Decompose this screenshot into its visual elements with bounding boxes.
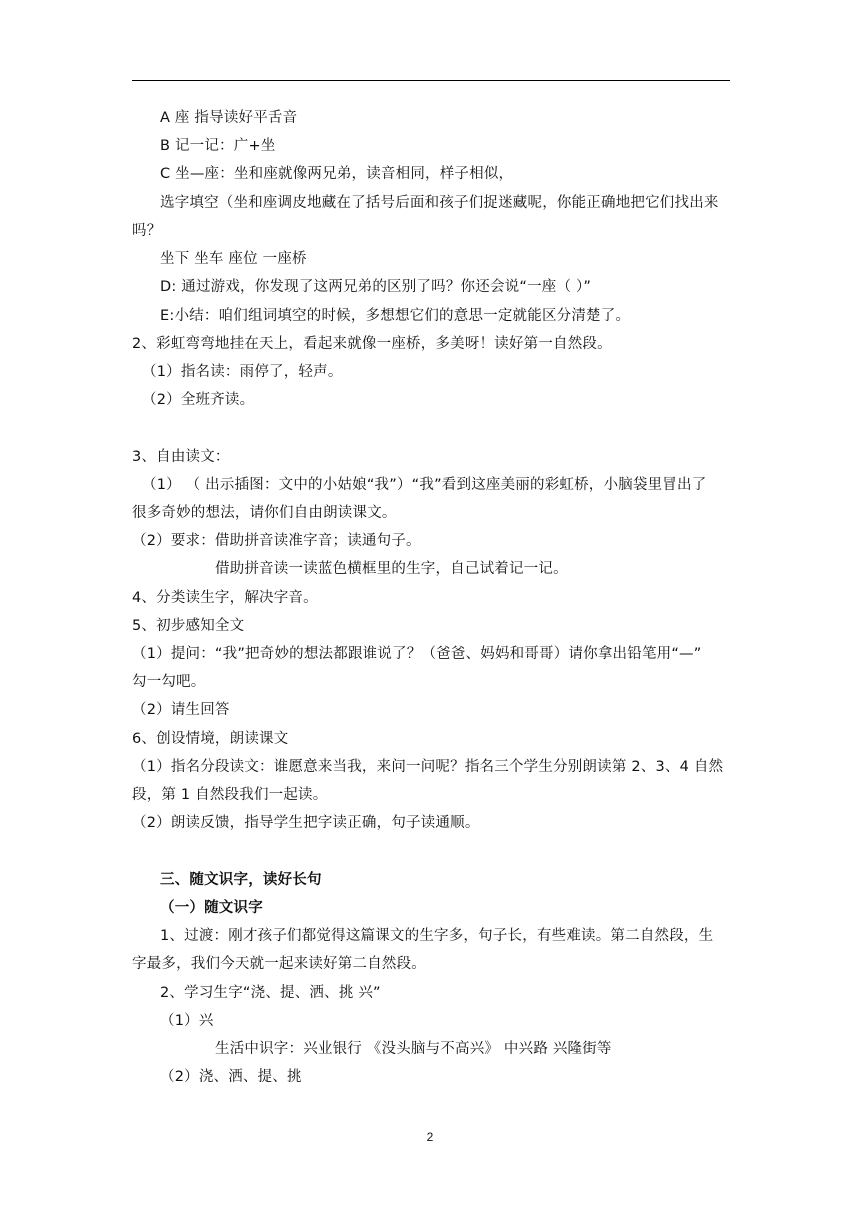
text-line: 坐下 坐车 座位 一座桥: [160, 251, 307, 267]
text-line: C 坐—座：坐和座就像两兄弟，读音相同，样子相似，: [160, 166, 514, 182]
text-line: 2、学习生字“浇、提、洒、挑 兴”: [160, 985, 381, 1001]
text-line: （1）兴: [160, 1013, 214, 1029]
text-line: （1） （ 出示插图：文中的小姑娘“我”）“我”看到这座美丽的彩虹桥，小脑袋里冒出了: [142, 477, 707, 493]
text-line: 选字填空（坐和座调皮地藏在了括号后面和孩子们捉迷藏呢，你能正确地把它们找出来: [160, 195, 719, 211]
text-line: 段，第 1 自然段我们一起读。: [132, 787, 328, 803]
text-line: 很多奇妙的想法，请你们自由朗读课文。: [132, 505, 397, 521]
text-line: 勾一勾吧。: [132, 674, 206, 690]
page-number: 2: [426, 1130, 434, 1144]
text-line: （2）朗读反馈，指导学生把字读正确，句子读通顺。: [132, 815, 480, 831]
text-line: 生活中识字：兴业银行 《没头脑与不高兴》 中兴路 兴隆街等: [215, 1041, 612, 1057]
text-line: 吗？: [132, 223, 162, 239]
text-line: D: 通过游戏，你发现了这两兄弟的区别了吗？你还会说“一座（ ）”: [160, 279, 592, 295]
section-heading: 三、随文识字，读好长句: [160, 872, 322, 888]
text-line: B 记一记：广+坐: [160, 138, 276, 154]
text-line: （2）要求：借助拼音读准字音；读通句子。: [132, 533, 421, 549]
text-line: （2）浇、洒、提、挑: [160, 1069, 302, 1085]
text-line: （2）全班齐读。: [142, 392, 255, 408]
text-line: 1、过渡：刚才孩子们都觉得这篇课文的生字多，句子长，有些难读。第二自然段，生: [160, 928, 714, 944]
text-line: A 座 指导读好平舌音: [160, 110, 298, 126]
text-line: 3、自由读文：: [132, 449, 230, 465]
text-line: 2、彩虹弯弯地挂在天上，看起来就像一座桥，多美呀！读好第一自然段。: [132, 336, 612, 352]
text-line: E:小结：咱们组词填空的时候，多想想它们的意思一定就能区分清楚了。: [160, 308, 631, 324]
header-rule: [132, 80, 730, 81]
text-line: 字最多，我们今天就一起来读好第二自然段。: [132, 956, 426, 972]
text-line: （1）指名读：雨停了，轻声。: [142, 364, 343, 380]
text-line: （2）请生回答: [132, 702, 230, 718]
text-line: （1）指名分段读文：谁愿意来当我，来问一问呢？指名三个学生分别朗读第 2、3、4 自然: [132, 759, 724, 775]
text-line: 4、分类读生字，解决字音。: [132, 590, 318, 606]
text-line: （1）提问：“我”把奇妙的想法都跟谁说了？（爸爸、妈妈和哥哥）请你拿出铅笔用“—”: [132, 646, 702, 662]
text-line: 6、创设情境，朗读课文: [132, 731, 289, 747]
subsection-heading: （一）随文识字: [160, 900, 263, 916]
text-line: 5、初步感知全文: [132, 618, 245, 634]
text-line: 借助拼音读一读蓝色横框里的生字，自己试着记一记。: [215, 561, 568, 577]
